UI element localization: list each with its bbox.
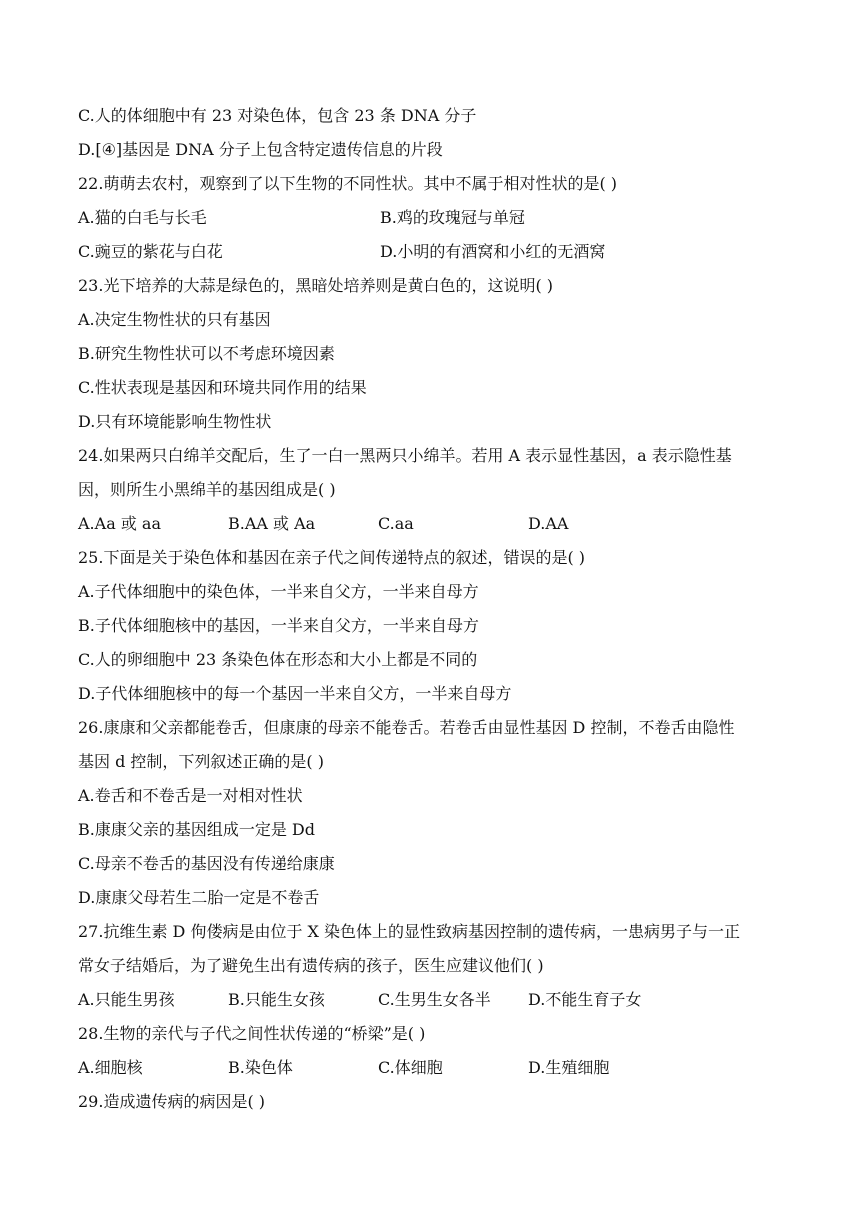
option-b: B.研究生物性状可以不考虑环境因素 xyxy=(78,344,335,363)
option-d: D.生殖细胞 xyxy=(528,1058,610,1077)
option-a: A.只能生男孩 xyxy=(78,990,175,1009)
option-b: B.只能生女孩 xyxy=(228,990,325,1009)
option-c: C.性状表现是基因和环境共同作用的结果 xyxy=(78,378,367,397)
option-b: B.子代体细胞核中的基因，一半来自父方，一半来自母方 xyxy=(78,616,479,635)
question-27-cont: 常女子结婚后，为了避免生出有遗传病的孩子，医生应建议他们( ) xyxy=(78,956,544,975)
question-22: 22.萌萌去农村，观察到了以下生物的不同性状。其中不属于相对性状的是( ) xyxy=(78,174,618,193)
option-line: C.人的体细胞中有 23 对染色体，包含 23 条 DNA 分子 xyxy=(78,106,477,125)
option-b: B.康康父亲的基因组成一定是 Dd xyxy=(78,820,316,839)
option-c: C.aa xyxy=(378,514,414,533)
option-d: D.只有环境能影响生物性状 xyxy=(78,412,272,431)
options-row xyxy=(78,986,798,1020)
option-c: C.体细胞 xyxy=(378,1058,443,1077)
option-b: B.AA 或 Aa xyxy=(228,514,316,533)
option-a: A.Aa 或 aa xyxy=(78,514,161,533)
option-c: C.母亲不卷舌的基因没有传递给康康 xyxy=(78,854,335,873)
option-d: D.子代体细胞核中的每一个基因一半来自父方，一半来自母方 xyxy=(78,684,512,703)
options-row xyxy=(78,510,798,544)
option-d: D.小明的有酒窝和小红的无酒窝 xyxy=(380,242,606,261)
option-d: D.康康父母若生二胎一定是不卷舌 xyxy=(78,888,320,907)
question-23: 23.光下培养的大蒜是绿色的，黑暗处培养则是黄白色的，这说明( ) xyxy=(78,276,554,295)
options-row xyxy=(78,1054,798,1088)
question-29: 29.造成遗传病的病因是( ) xyxy=(78,1092,266,1111)
options-row xyxy=(78,204,798,238)
option-d: D.AA xyxy=(528,514,569,533)
option-a: A.猫的白毛与长毛 xyxy=(78,208,207,227)
options-row xyxy=(78,238,798,272)
question-27: 27.抗维生素 D 佝偻病是由位于 X 染色体上的显性致病基因控制的遗传病，一患病男子与一正 xyxy=(78,922,741,941)
question-24-cont: 因，则所生小黑绵羊的基因组成是( ) xyxy=(78,480,336,499)
question-28: 28.生物的亲代与子代之间性状传递的“桥梁”是( ) xyxy=(78,1024,426,1043)
option-c: C.人的卵细胞中 23 条染色体在形态和大小上都是不同的 xyxy=(78,650,478,669)
option-line: D.[④]基因是 DNA 分子上包含特定遗传信息的片段 xyxy=(78,140,443,159)
option-a: A.卷舌和不卷舌是一对相对性状 xyxy=(78,786,303,805)
option-b: B.鸡的玫瑰冠与单冠 xyxy=(380,208,525,227)
question-26: 26.康康和父亲都能卷舌，但康康的母亲不能卷舌。若卷舌由显性基因 D 控制，不卷舌由隐性 xyxy=(78,718,735,737)
question-26-cont: 基因 d 控制，下列叙述正确的是( ) xyxy=(78,752,324,771)
option-a: A.子代体细胞中的染色体，一半来自父方，一半来自母方 xyxy=(78,582,479,601)
option-d: D.不能生育子女 xyxy=(528,990,642,1009)
exam-page xyxy=(78,102,798,1122)
question-25: 25.下面是关于染色体和基因在亲子代之间传递特点的叙述，错误的是( ) xyxy=(78,548,586,567)
option-c: C.生男生女各半 xyxy=(378,990,491,1009)
option-a: A.细胞核 xyxy=(78,1058,143,1077)
option-b: B.染色体 xyxy=(228,1058,293,1077)
option-c: C.豌豆的紫花与白花 xyxy=(78,242,223,261)
option-a: A.决定生物性状的只有基因 xyxy=(78,310,271,329)
question-24: 24.如果两只白绵羊交配后，生了一白一黑两只小绵羊。若用 A 表示显性基因，a 表示隐性基 xyxy=(78,446,732,465)
